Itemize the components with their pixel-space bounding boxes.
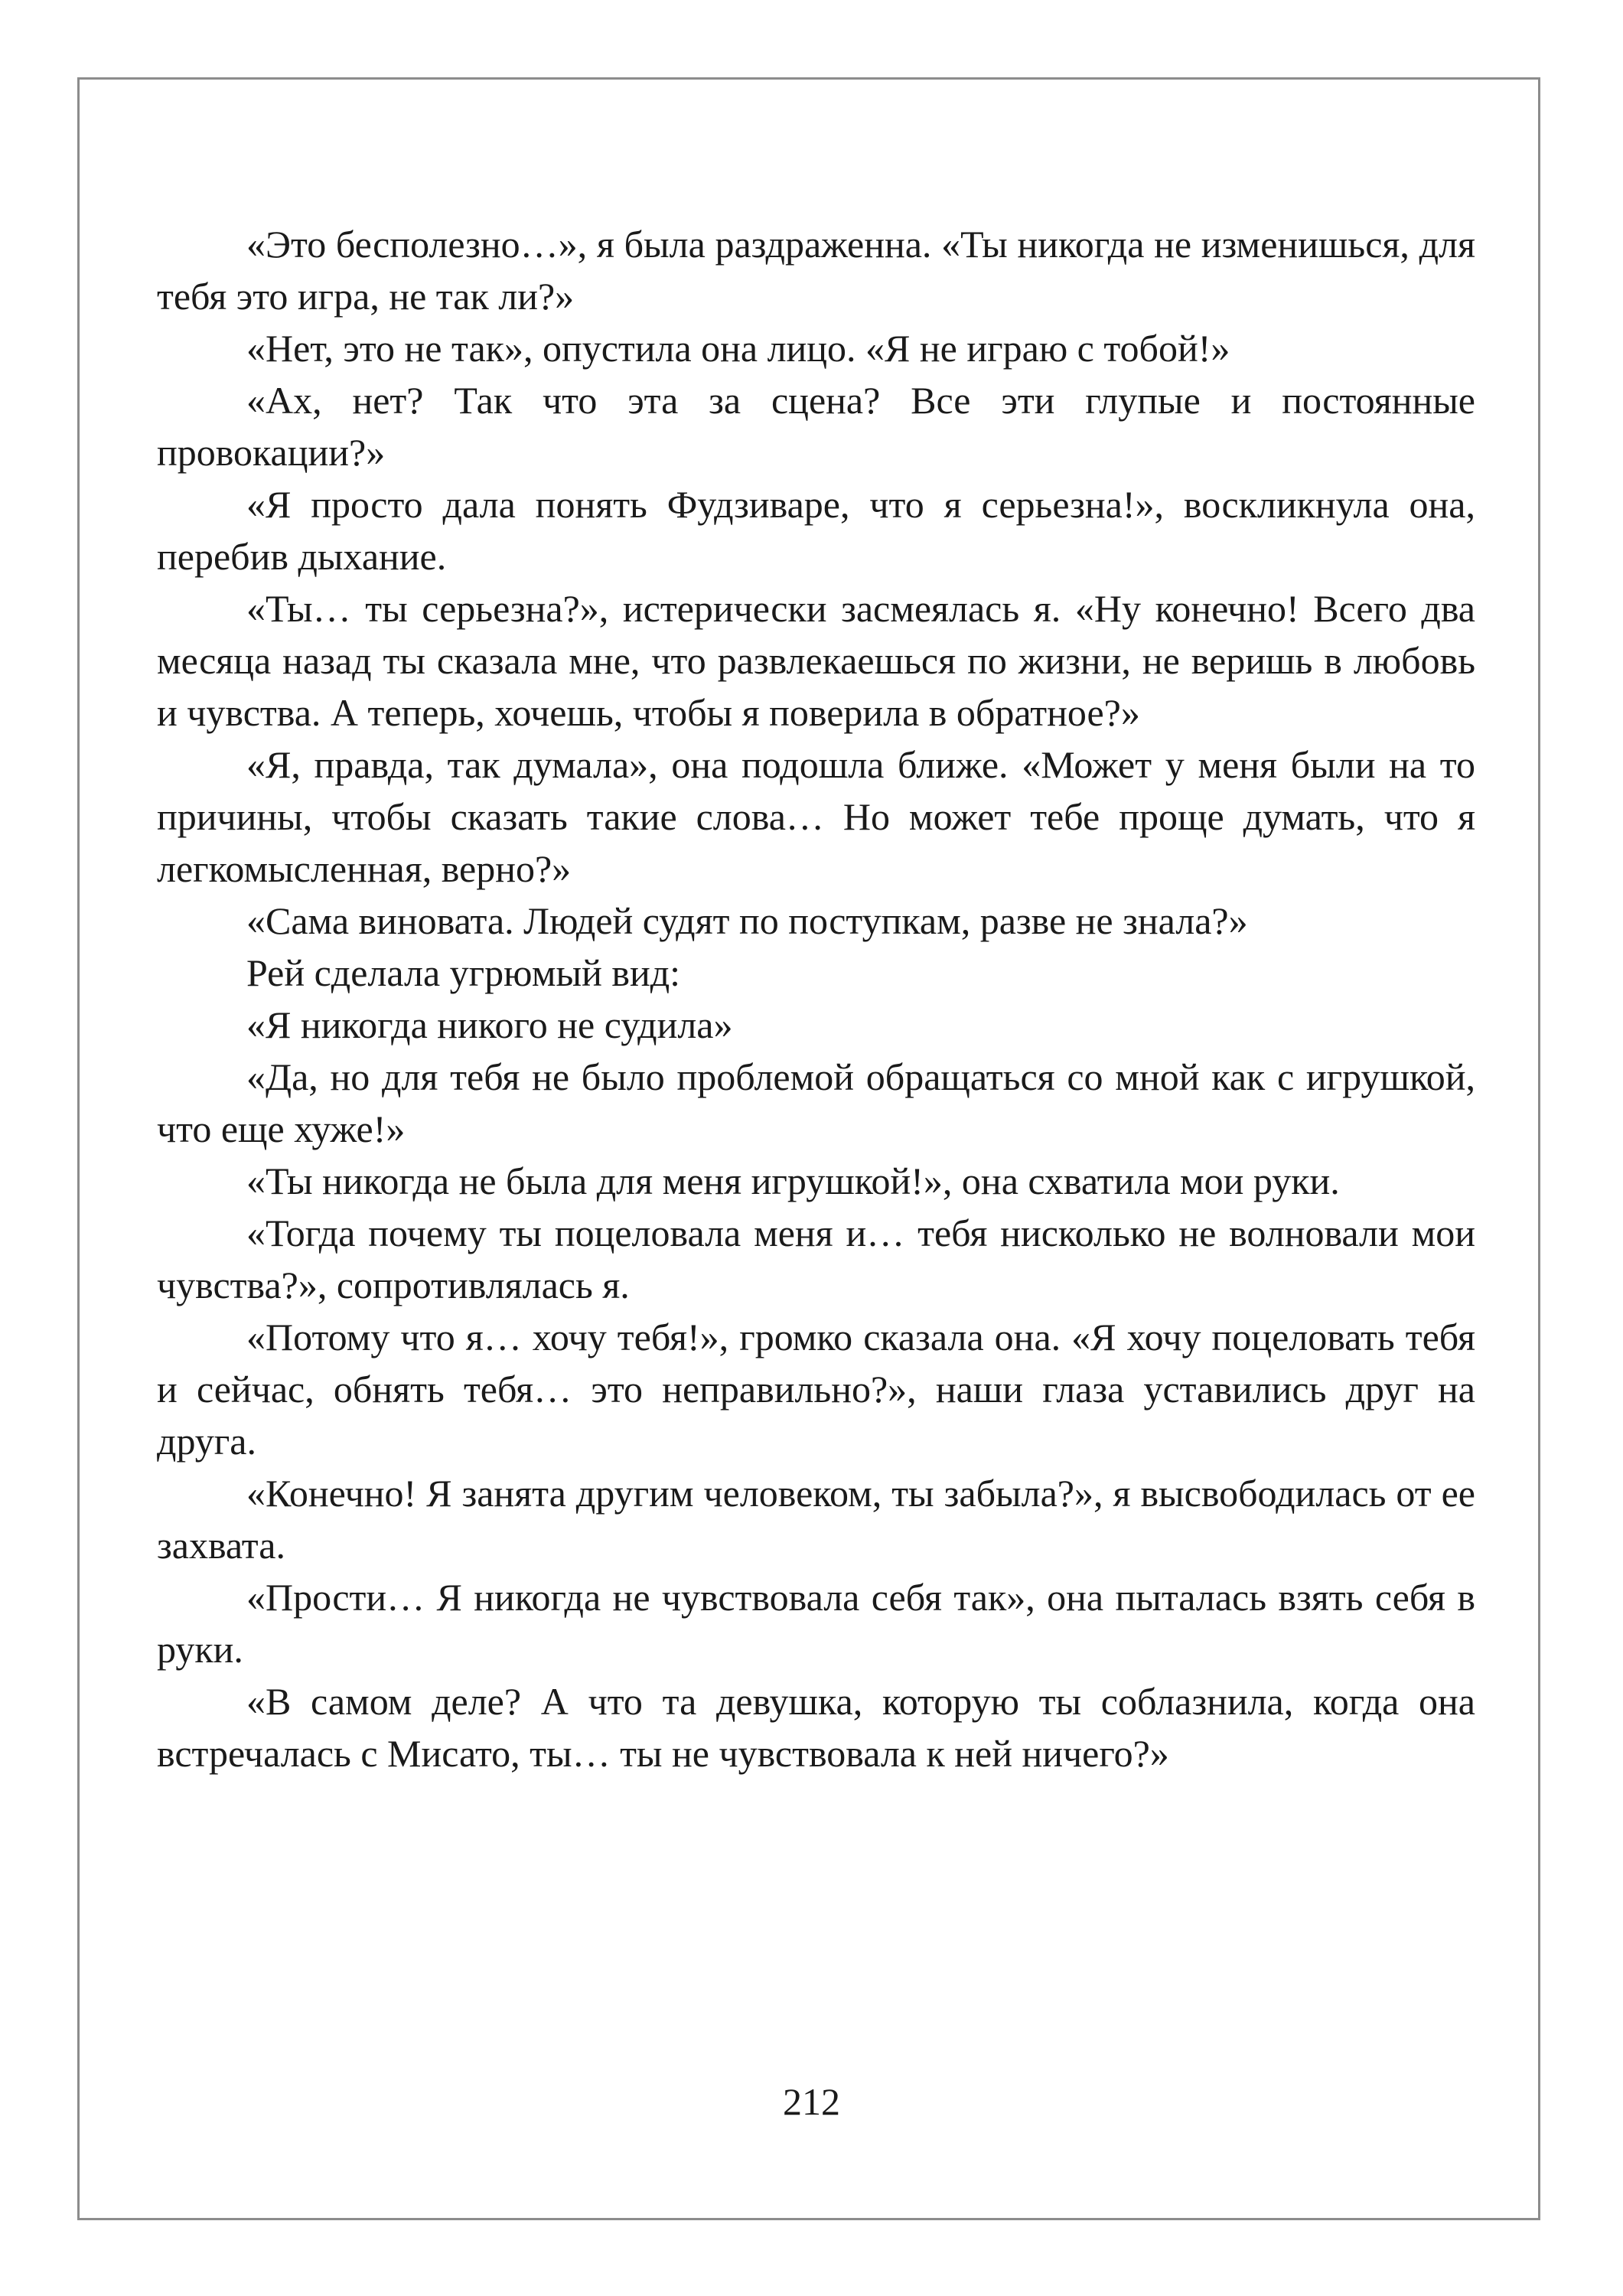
paragraph: «Ты… ты серьезна?», истерически засмеялась я. «Ну конечно! Всего два месяца назад ты сказала мне, что развлекаешься по жизни, не веришь в любовь и чувства. А теперь, хочешь, чтобы я поверила в обратное?» <box>157 587 1475 734</box>
paragraph: «Я никогда никого не судила» <box>246 1003 733 1046</box>
paragraph: «Прости… Я никогда не чувствовала себя так», она пыталась взять себя в руки. <box>157 1576 1475 1671</box>
paragraph: «В самом деле? А что та девушка, которую ты соблазнила, когда она встречалась с Мисато, ты… ты не чувствовала к ней ничего?» <box>157 1680 1475 1775</box>
body-text <box>157 218 1475 1779</box>
paragraph: «Ах, нет? Так что эта за сцена? Все эти глупые и постоянные провокации?» <box>157 379 1475 474</box>
paragraph: «Ты никогда не была для меня игрушкой!», она схватила мои руки. <box>246 1159 1340 1202</box>
paragraph: «Конечно! Я занята другим человеком, ты забыла?», я высвободилась от ее захвата. <box>157 1472 1475 1567</box>
paragraph: «Да, но для тебя не было проблемой обращаться со мной как с игрушкой, что еще хуже!» <box>157 1055 1475 1150</box>
paragraph: Рей сделала угрюмый вид: <box>246 951 681 994</box>
page-number: 212 <box>783 2080 840 2123</box>
paragraph: «Я просто дала понять Фудзиваре, что я серьезна!», воскликнула она, перебив дыхание. <box>157 483 1475 578</box>
paragraph: «Это бесполезно…», я была раздраженна. «Ты никогда не изменишься, для тебя это игра, не так ли?» <box>157 223 1475 318</box>
paragraph: «Тогда почему ты поцеловала меня и… тебя нисколько не волновали мои чувства?», сопротивлялась я. <box>157 1212 1475 1306</box>
paragraph: «Потому что я… хочу тебя!», громко сказала она. «Я хочу поцеловать тебя и сейчас, обнять тебя… это неправильно?», наши глаза уставились друг на друга. <box>157 1316 1475 1463</box>
paragraph: «Я, правда, так думала», она подошла ближе. «Может у меня были на то причины, чтобы сказать такие слова… Но может тебе проще думать, что я легкомысленная, верно?» <box>157 743 1475 890</box>
paragraph: «Сама виновата. Людей судят по поступкам, разве не знала?» <box>246 899 1248 942</box>
paragraph: «Нет, это не так», опустила она лицо. «Я не играю с тобой!» <box>246 327 1230 370</box>
